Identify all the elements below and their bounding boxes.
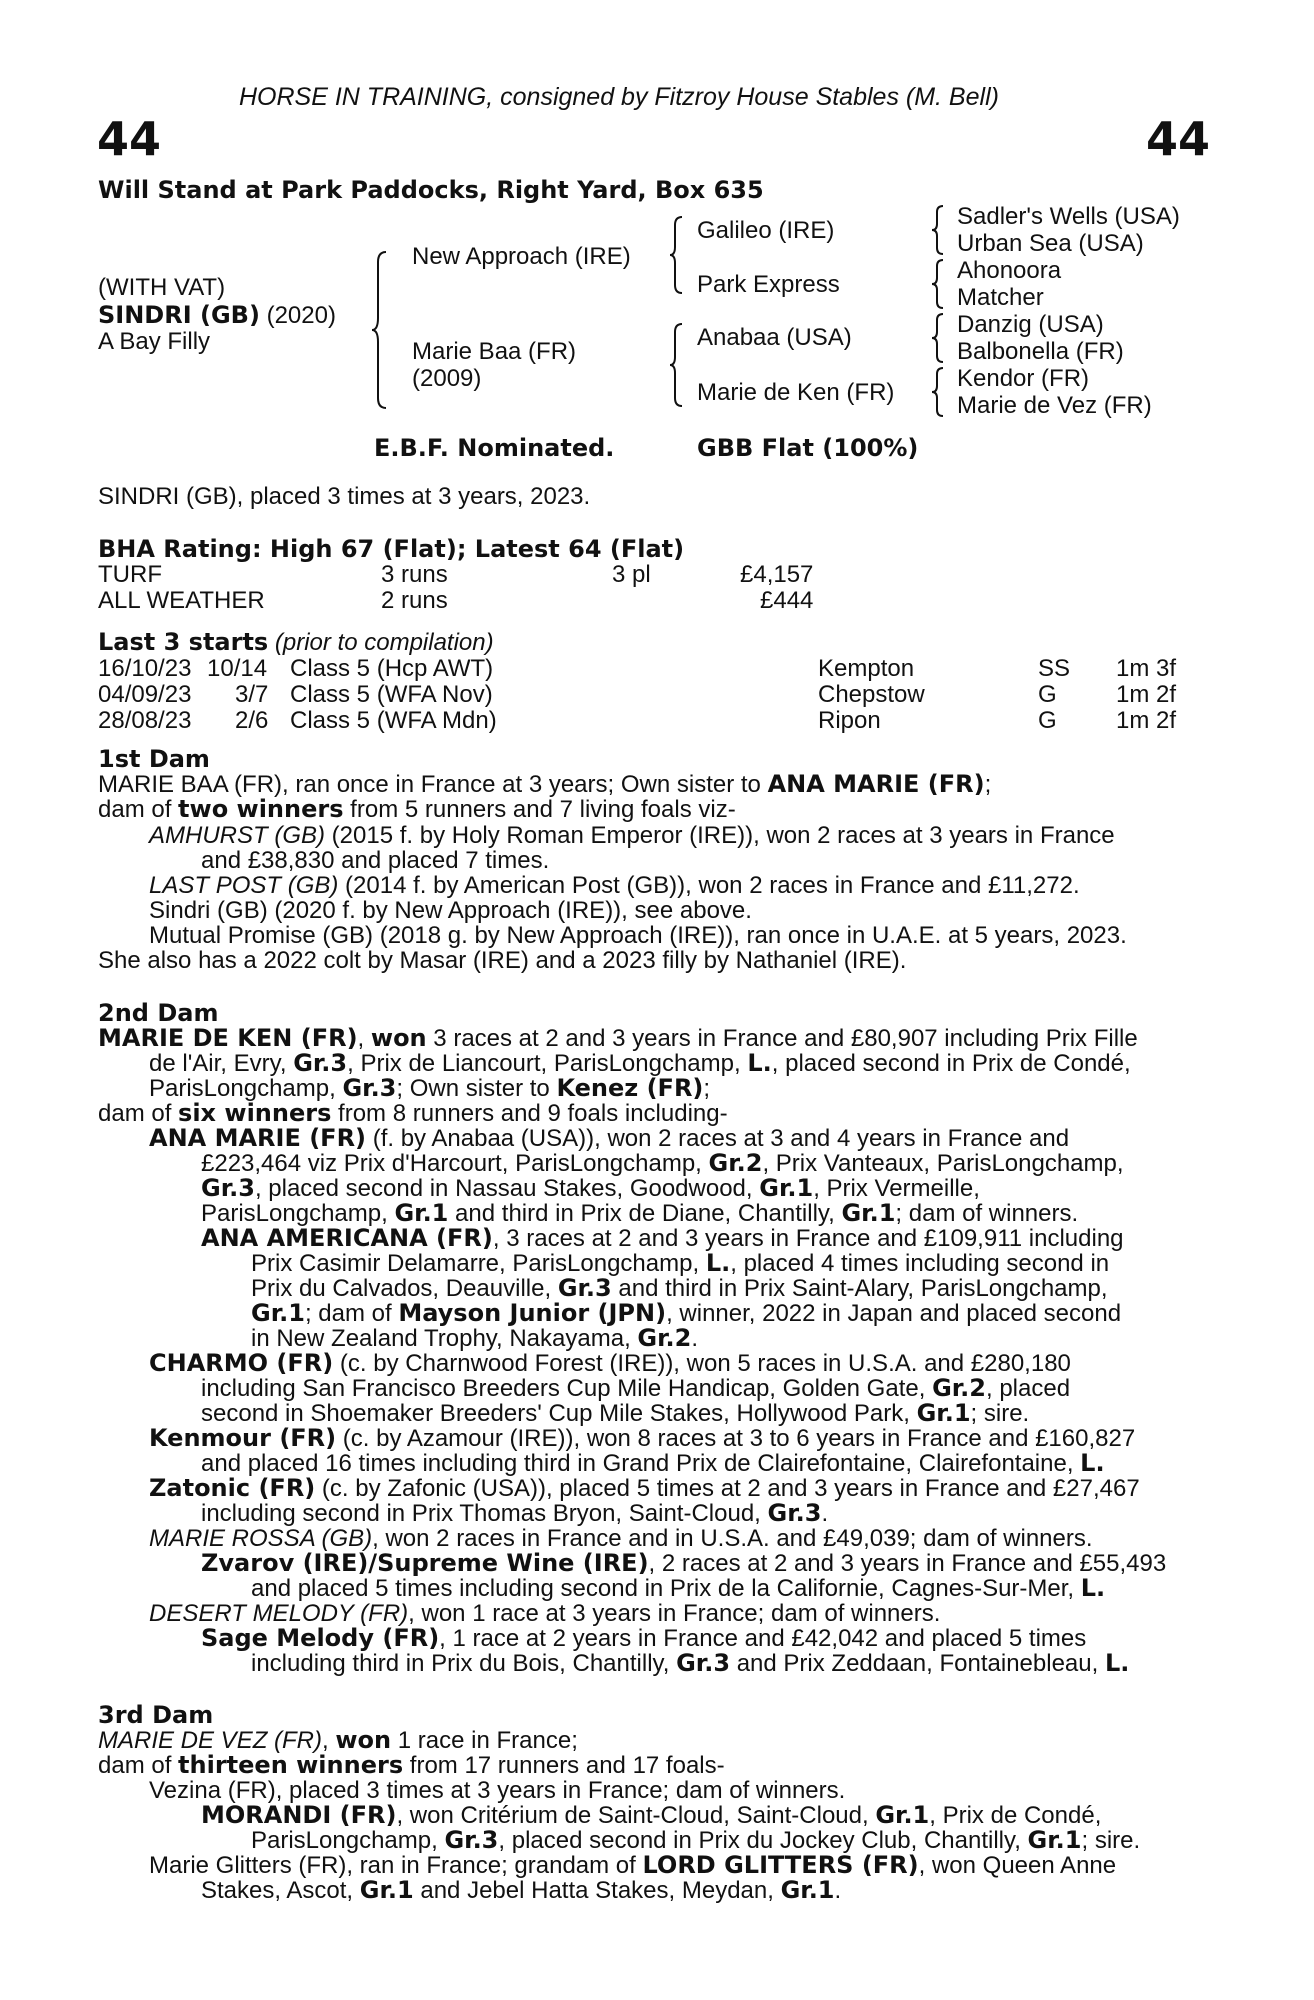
dam2-line — [149, 1351, 1071, 1377]
text: ; sire. — [1081, 1827, 1141, 1854]
text: , placed second in Nassau Stakes, Goodwood, — [254, 1175, 760, 1202]
produce-name: ANA MARIE (FR) — [149, 1124, 367, 1152]
text: and placed 5 times including second in Prix de la Californie, Cagnes-Sur-Mer, — [251, 1575, 1081, 1602]
text: 1 race in France; — [391, 1727, 578, 1754]
dam2-line — [201, 1376, 1070, 1402]
winners-count: two winners — [178, 795, 344, 823]
text: dam of — [98, 1752, 179, 1779]
rating-placed: 3 pl — [612, 561, 651, 588]
text: from 5 runners and 7 living foals viz- — [343, 796, 736, 823]
dam2-line — [251, 1326, 698, 1352]
lot-number-left: 44 — [97, 112, 162, 166]
dam2-line — [201, 1151, 1124, 1177]
dam2-line — [149, 1476, 1140, 1502]
text: , placed 4 times including second in — [730, 1250, 1110, 1277]
rating-prize: £444 — [760, 587, 814, 614]
start-position: 2/6 — [235, 707, 269, 734]
dam3-line — [149, 1853, 1116, 1879]
produce-name: DESERT MELODY (FR) — [149, 1600, 409, 1627]
text: and third in Prix Saint-Alary, ParisLongchamp, — [611, 1275, 1108, 1302]
text: and third in Prix de Diane, Chantilly, — [448, 1200, 842, 1227]
dam1-line: Mutual Promise (GB) (2018 g. by New Approach (IRE)), ran once in U.A.E. at 5 years, 2023. — [149, 922, 1127, 949]
start-race: Class 5 (WFA Mdn) — [290, 707, 497, 734]
horse-name-line — [98, 301, 336, 330]
produce-name: ANA AMERICANA (FR) — [201, 1224, 493, 1252]
relative-name: LORD GLITTERS (FR) — [642, 1851, 919, 1879]
dam2-line — [201, 1626, 1086, 1652]
dam1-line: Sindri (GB) (2020 f. by New Approach (IRE)), see above. — [149, 897, 752, 924]
text: , 3 races at 2 and 3 years in France and £109,911 including — [492, 1225, 1124, 1252]
brace-icon — [670, 322, 686, 408]
ancestor-sdd: Matcher — [957, 284, 1044, 311]
race-grade: Gr.1 — [359, 1876, 414, 1904]
text: Prix Casimir Delamarre, ParisLongchamp, — [251, 1250, 706, 1277]
dam2-line — [98, 1101, 728, 1127]
consignment-line: HORSE IN TRAINING, consigned by Fitzroy House Stables (M. Bell) — [239, 83, 999, 111]
dam3-line: Vezina (FR), placed 3 times at 3 years in France; dam of winners. — [149, 1777, 846, 1804]
brace-icon — [932, 366, 946, 418]
text: ParisLongchamp, — [149, 1075, 343, 1102]
ancestor-dss: Danzig (USA) — [957, 311, 1104, 338]
dam3-heading: 3rd Dam — [98, 1701, 214, 1729]
text: ; dam of winners. — [895, 1200, 1079, 1227]
ancestor-ssd: Urban Sea (USA) — [957, 230, 1144, 257]
dam2-line — [149, 1601, 940, 1627]
text: Stakes, Ascot, — [201, 1877, 360, 1904]
text: , Prix de Liancourt, ParisLongchamp, — [347, 1050, 748, 1077]
dam: Marie Baa (FR) — [412, 338, 577, 365]
dam2-line — [201, 1451, 1105, 1477]
dam3-line — [201, 1803, 1101, 1829]
text: MARIE BAA (FR), ran once in France at 3 years; Own sister to — [98, 771, 768, 798]
horse-year: (2020) — [259, 302, 336, 329]
text: , Prix de Condé, — [929, 1802, 1102, 1829]
text: second in Shoemaker Breeders' Cup Mile Stakes, Hollywood Park, — [201, 1400, 917, 1427]
start-position: 3/7 — [235, 681, 269, 708]
dam2-line — [98, 1026, 1138, 1052]
text: , Prix Vermeille, — [813, 1175, 980, 1202]
dam-name: MARIE DE VEZ (FR) — [98, 1727, 323, 1754]
dam2-line — [251, 1301, 1121, 1327]
dam2-line — [149, 1126, 1069, 1152]
dam2-line — [251, 1651, 1129, 1677]
text: , placed second in Prix de Condé, — [771, 1050, 1131, 1077]
text: ; sire. — [970, 1400, 1030, 1427]
dam1-line — [98, 772, 991, 798]
race-grade: Gr.1 — [841, 1199, 896, 1227]
race-grade: Gr.1 — [780, 1876, 835, 1904]
dam3-line — [98, 1728, 578, 1754]
dam3-line — [201, 1878, 841, 1904]
text: ; dam of — [304, 1300, 399, 1327]
text: , Prix Vanteaux, ParisLongchamp, — [762, 1150, 1124, 1177]
dam2-line — [149, 1076, 710, 1102]
produce-name: Kenmour (FR) — [149, 1424, 337, 1452]
dam1-heading: 1st Dam — [98, 745, 210, 773]
produce-name: MARIE ROSSA (GB) — [149, 1525, 373, 1552]
text: , — [357, 1025, 371, 1052]
produce-name: CHARMO (FR) — [149, 1349, 334, 1377]
horse-name: SINDRI (GB) — [98, 301, 260, 329]
dam-dam: Marie de Ken (FR) — [697, 379, 895, 406]
text: , 2 races at 2 and 3 years in France and £55,493 — [648, 1550, 1167, 1577]
text: ; Own sister to — [396, 1075, 557, 1102]
text: from 17 runners and 17 foals- — [403, 1752, 725, 1779]
relative-name: ANA MARIE (FR) — [767, 770, 985, 798]
ancestor-sds: Ahonoora — [957, 257, 1062, 284]
brace-icon — [932, 204, 946, 256]
ancestor-ddd: Marie de Vez (FR) — [957, 392, 1152, 419]
rating-surface: TURF — [98, 561, 162, 588]
dam2-line — [149, 1526, 1093, 1552]
winners-count: thirteen winners — [178, 1751, 404, 1779]
location-line: Will Stand at Park Paddocks, Right Yard, Box 635 — [98, 176, 764, 204]
start-going: SS — [1038, 655, 1071, 682]
dam-year: (2009) — [412, 365, 482, 392]
dam2-line — [201, 1551, 1166, 1577]
brace-icon — [372, 250, 392, 410]
dam2-heading: 2nd Dam — [98, 999, 219, 1027]
text: , 1 race at 2 years in France and £42,042 and placed 5 times — [439, 1625, 1087, 1652]
dam2-line — [149, 1051, 1131, 1077]
rating-prize: £4,157 — [740, 561, 814, 588]
text: dam of — [98, 1100, 179, 1127]
text: won — [370, 1024, 427, 1052]
race-grade: Gr.3 — [444, 1826, 499, 1854]
dam2-line — [201, 1226, 1124, 1252]
race-grade: L. — [1080, 1449, 1105, 1477]
placed-summary: SINDRI (GB), placed 3 times at 3 years, 2023. — [98, 483, 591, 510]
race-grade: Gr.3 — [342, 1074, 397, 1102]
ancestor-dsd: Balbonella (FR) — [957, 338, 1124, 365]
race-grade: Gr.1 — [1027, 1826, 1082, 1854]
text: and placed 16 times including third in Grand Prix de Clairefontaine, Clairefontaine, — [201, 1450, 1081, 1477]
text: ; — [984, 771, 992, 798]
text: 3 races at 2 and 3 years in France and £80,907 including Prix Fille — [426, 1025, 1138, 1052]
dam2-line — [251, 1251, 1109, 1277]
text: , won 1 race at 3 years in France; dam of winners. — [408, 1600, 941, 1627]
text: . — [691, 1325, 699, 1352]
dam1-line: and £38,830 and placed 7 times. — [201, 847, 550, 874]
start-going: G — [1038, 681, 1057, 708]
race-grade: Gr.3 — [201, 1174, 255, 1202]
race-grade: L. — [1104, 1649, 1130, 1677]
start-date: 16/10/23 — [98, 655, 192, 682]
start-race: Class 5 (Hcp AWT) — [290, 655, 494, 682]
produce-name: Zvarov (IRE)/Supreme Wine (IRE) — [201, 1549, 649, 1577]
race-grade: L. — [1080, 1574, 1106, 1602]
race-grade: L. — [747, 1049, 772, 1077]
text: ; — [703, 1075, 711, 1102]
dam2-line — [149, 1426, 1135, 1452]
lot-number-right: 44 — [1146, 112, 1211, 166]
text: (c. by Zafonic (USA)), placed 5 times at 2 and 3 years in France and £27,467 — [315, 1475, 1140, 1502]
start-distance: 1m 3f — [1116, 655, 1177, 682]
ebf-note: E.B.F. Nominated. — [374, 434, 615, 462]
dam2-line — [251, 1276, 1108, 1302]
race-grade: Gr.3 — [767, 1499, 822, 1527]
text: (c. by Charnwood Forest (IRE)), won 5 races in U.S.A. and £280,180 — [333, 1350, 1071, 1377]
vat-note: (WITH VAT) — [98, 274, 226, 301]
text: , won Queen Anne — [918, 1852, 1117, 1879]
race-grade: L. — [705, 1249, 731, 1277]
start-date: 04/09/23 — [98, 681, 192, 708]
text: de l'Air, Evry, — [149, 1050, 294, 1077]
race-grade: Gr.1 — [394, 1199, 449, 1227]
rating-title: BHA Rating: High 67 (Flat); Latest 64 (Flat) — [98, 535, 685, 563]
start-distance: 1m 2f — [1116, 681, 1177, 708]
sire-sire: Galileo (IRE) — [697, 217, 835, 244]
produce-name: LAST POST (GB) — [149, 872, 339, 899]
start-date: 28/08/23 — [98, 707, 192, 734]
text: (2014 f. by American Post (GB)), won 2 races in France and £11,272. — [338, 872, 1080, 899]
race-grade: Gr.2 — [932, 1374, 986, 1402]
produce-name: Sage Melody (FR) — [201, 1624, 440, 1652]
text: (f. by Anabaa (USA)), won 2 races at 3 and 4 years in France and — [366, 1125, 1070, 1152]
dam2-line — [201, 1401, 1029, 1427]
last-starts-heading: Last 3 starts — [98, 628, 269, 656]
race-grade: Gr.2 — [708, 1149, 763, 1177]
produce-name: Mayson Junior (JPN) — [398, 1299, 667, 1327]
dam2-line — [201, 1501, 828, 1527]
text: including San Francisco Breeders Cup Mile Handicap, Golden Gate, — [201, 1375, 933, 1402]
dam-sire: Anabaa (USA) — [697, 324, 852, 351]
race-grade: Gr.2 — [637, 1324, 692, 1352]
brace-icon — [932, 312, 946, 364]
dam2-line — [201, 1176, 980, 1202]
text: from 8 runners and 9 foals including- — [331, 1100, 728, 1127]
sire-dam: Park Express — [697, 271, 840, 298]
start-course: Chepstow — [818, 681, 925, 708]
text: . — [821, 1500, 829, 1527]
start-course: Kempton — [818, 655, 915, 682]
text: , placed — [986, 1375, 1071, 1402]
produce-name: AMHURST (GB) — [149, 822, 325, 849]
text: , winner, 2022 in Japan and placed second — [666, 1300, 1122, 1327]
dam2-line — [251, 1576, 1105, 1602]
horse-description: A Bay Filly — [98, 328, 211, 355]
race-grade: Gr.3 — [557, 1274, 612, 1302]
text: Prix du Calvados, Deauville, — [251, 1275, 558, 1302]
start-position: 10/14 — [207, 655, 268, 682]
produce-name: MORANDI (FR) — [201, 1801, 397, 1829]
text: , — [322, 1727, 336, 1754]
text: and Prix Zeddaan, Fontainebleau, — [730, 1650, 1105, 1677]
race-grade: Gr.3 — [676, 1649, 731, 1677]
gbb-note: GBB Flat (100%) — [697, 434, 919, 462]
text: (c. by Azamour (IRE)), won 8 races at 3 to 6 years in France and £160,827 — [336, 1425, 1136, 1452]
race-grade: Gr.1 — [875, 1801, 930, 1829]
text: ParisLongchamp, — [251, 1827, 445, 1854]
text: ParisLongchamp, — [201, 1200, 395, 1227]
dam-name: MARIE DE KEN (FR) — [98, 1024, 358, 1052]
text: including second in Prix Thomas Bryon, Saint-Cloud, — [201, 1500, 768, 1527]
dam1-line: She also has a 2022 colt by Masar (IRE) and a 2023 filly by Nathaniel (IRE). — [98, 947, 907, 974]
text: in New Zealand Trophy, Nakayama, — [251, 1325, 638, 1352]
winners-count: six winners — [178, 1099, 332, 1127]
dam1-line — [149, 823, 1115, 849]
race-grade: Gr.1 — [759, 1174, 814, 1202]
start-going: G — [1038, 707, 1057, 734]
produce-name: Zatonic (FR) — [149, 1474, 316, 1502]
last-starts-note: (prior to compilation) — [268, 629, 494, 656]
text: , won Critérium de Saint-Cloud, Saint-Cloud, — [396, 1802, 876, 1829]
ancestor-sss: Sadler's Wells (USA) — [957, 203, 1180, 230]
relative-name: Kenez (FR) — [556, 1074, 704, 1102]
ancestor-dds: Kendor (FR) — [957, 365, 1090, 392]
text: , won 2 races in France and in U.S.A. and £49,039; dam of winners. — [372, 1525, 1093, 1552]
sire: New Approach (IRE) — [412, 243, 631, 270]
text: including third in Prix du Bois, Chantilly, — [251, 1650, 677, 1677]
text: £223,464 viz Prix d'Harcourt, ParisLongchamp, — [201, 1150, 709, 1177]
dam2-line — [201, 1201, 1078, 1227]
text: , placed second in Prix du Jockey Club, Chantilly, — [498, 1827, 1028, 1854]
text: won — [335, 1726, 392, 1754]
dam3-line — [251, 1828, 1140, 1854]
rating-surface: ALL WEATHER — [98, 587, 265, 614]
rating-runs: 2 runs — [381, 587, 448, 614]
race-grade: Gr.1 — [251, 1299, 305, 1327]
last-starts-title — [98, 628, 494, 657]
brace-icon — [932, 258, 946, 310]
race-grade: Gr.1 — [916, 1399, 971, 1427]
start-race: Class 5 (WFA Nov) — [290, 681, 493, 708]
race-grade: Gr.3 — [293, 1049, 348, 1077]
rating-runs: 3 runs — [381, 561, 448, 588]
text: dam of — [98, 796, 179, 823]
text: (2015 f. by Holy Roman Emperor (IRE)), won 2 races at 3 years in France — [325, 822, 1115, 849]
start-course: Ripon — [818, 707, 881, 734]
dam3-line — [98, 1753, 725, 1779]
start-distance: 1m 2f — [1116, 707, 1177, 734]
dam1-line — [149, 873, 1080, 899]
dam1-line — [98, 797, 736, 823]
text: Marie Glitters (FR), ran in France; grandam of — [149, 1852, 643, 1879]
text: and Jebel Hatta Stakes, Meydan, — [413, 1877, 781, 1904]
text: . — [834, 1877, 842, 1904]
brace-icon — [670, 215, 686, 295]
